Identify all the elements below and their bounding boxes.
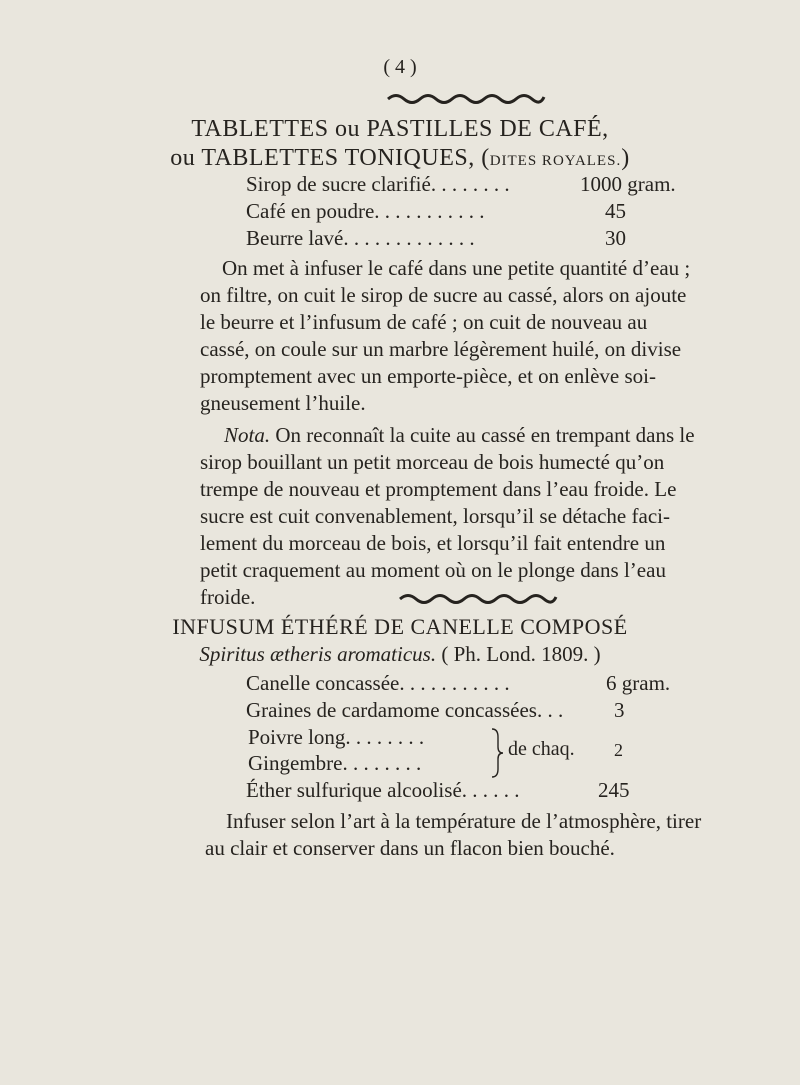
page-number: ( 4 ) [383, 56, 417, 78]
section2-subtitle-latin: Spiritus ætheris aromaticus. [199, 642, 437, 666]
nota-label: Nota. [224, 423, 271, 447]
brace-qty: 2 [614, 740, 623, 760]
section1-title-line2-end: ) [621, 145, 630, 171]
nota-text: On reconnaît la cuite au cassé en trempant dans le [270, 423, 695, 447]
ingredient-row [246, 671, 510, 696]
ingredient-row [246, 172, 510, 197]
section2-title: INFUSUM ÉTHÉRÉ DE CANELLE COMPOSÉ [172, 614, 628, 639]
nota-line: lement du morceau de bois, et lorsqu’il fait entendre un [200, 531, 666, 555]
nota-line [224, 423, 695, 448]
brace-item: Poivre long. . . . . . . . [248, 725, 425, 749]
ingredient-qty: 6 gram. [606, 671, 671, 695]
paragraph-line: promptement avec un emporte-pièce, et on enlève soi- [200, 364, 656, 388]
ingredient-row [246, 226, 475, 251]
brace-item: Gingembre. . . . . . . . [248, 751, 422, 775]
section2-subtitle [0, 642, 800, 667]
ingredient-qty: 3 [614, 698, 625, 722]
paragraph-line: le beurre et l’infusum de café ; on cuit de nouveau au [200, 310, 648, 334]
paragraph-line: On met à infuser le café dans une petite quantité d’eau ; [222, 256, 691, 280]
section1-title-line2-smallcaps: DITES ROYALES. [489, 153, 622, 169]
wave-ornament [386, 92, 546, 106]
ingredient-name: Éther sulfurique alcoolisé. . . . . . [246, 778, 520, 802]
ingredient-name: Beurre lavé. . . . . . . . . . . . . [246, 226, 475, 250]
ingredient-row [246, 698, 563, 723]
nota-line: petit craquement au moment où on le plonge dans l’eau [200, 558, 666, 582]
ingredient-name: Sirop de sucre clarifié. . . . . . . . [246, 172, 510, 196]
nota-line: sirop bouillant un petit morceau de bois humecté qu’on [200, 450, 665, 474]
ingredient-row [246, 199, 485, 224]
section1-title-line1: TABLETTES ou PASTILLES DE CAFÉ, [191, 116, 609, 142]
ingredient-qty: 45 [605, 199, 626, 223]
paragraph-line: Infuser selon l’art à la température de l’atmosphère, tirer [226, 809, 702, 833]
ingredient-row [246, 778, 520, 803]
nota-line: sucre est cuit convenablement, lorsqu’il se détache faci- [200, 504, 670, 528]
nota-line: trempe de nouveau et promptement dans l’eau froide. Le [200, 477, 677, 501]
ingredient-name: Graines de cardamome concassées. . . [246, 698, 564, 722]
paragraph-line: au clair et conserver dans un flacon bien bouché. [205, 836, 615, 860]
paragraph-line: on filtre, on cuit le sirop de sucre au cassé, alors on ajoute [200, 283, 687, 307]
curly-brace-icon [490, 727, 504, 779]
paragraph-line: gneusement l’huile. [200, 391, 366, 415]
brace-label: de chaq. [508, 738, 575, 760]
section2-subtitle-ref: ( Ph. Lond. 1809. ) [441, 642, 601, 666]
section1-title-line2 [0, 145, 800, 172]
ingredient-qty: 1000 gram. [580, 172, 676, 196]
wave-ornament [398, 592, 558, 606]
nota-line: froide. [200, 585, 256, 609]
paragraph-line: cassé, on coule sur un marbre légèrement huilé, on divise [200, 337, 682, 361]
ingredient-name: Canelle concassée. . . . . . . . . . . [246, 671, 510, 695]
section1-title-line2-main: ou TABLETTES TONIQUES, ( [170, 145, 490, 171]
ingredient-qty: 245 [598, 778, 630, 802]
ingredient-qty: 30 [605, 226, 626, 250]
ingredient-name: Café en poudre. . . . . . . . . . . [246, 199, 485, 223]
